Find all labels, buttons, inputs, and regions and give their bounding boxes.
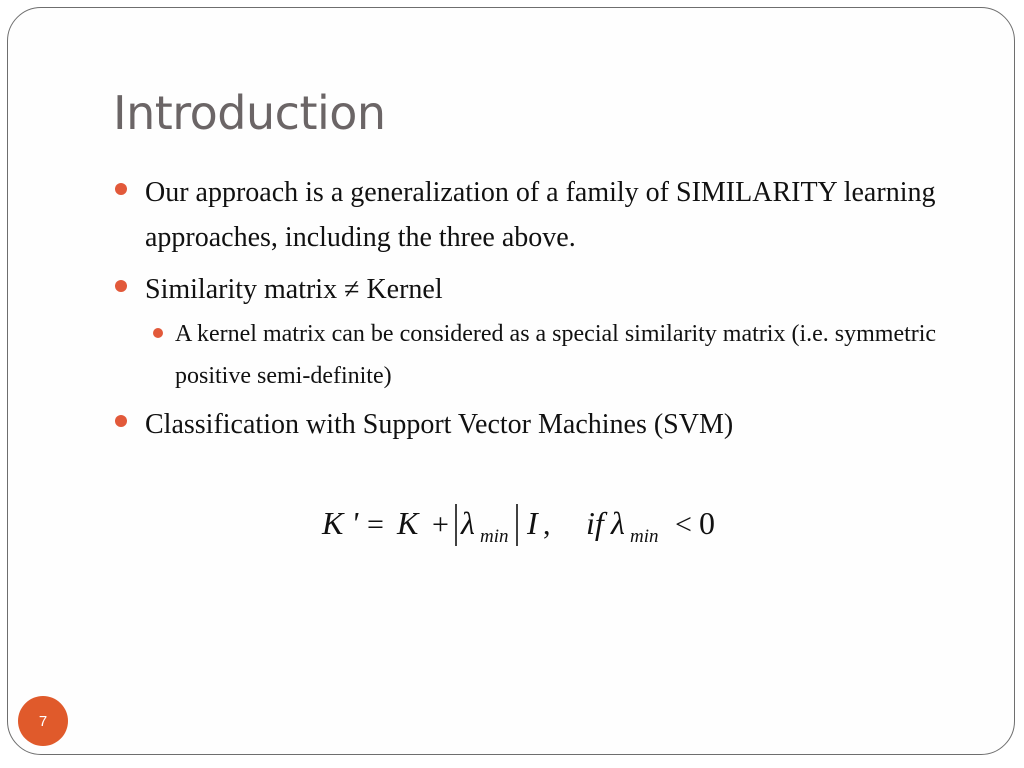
bullet-item xyxy=(113,402,973,447)
formula-identity: I xyxy=(527,505,538,541)
formula-equals: = xyxy=(367,508,384,541)
formula-sub-min-2: min xyxy=(630,526,659,547)
bullet-text: Our approach is a generalization of a family of SIMILARITY learning approaches, including the three above. xyxy=(145,177,936,253)
bullet-item xyxy=(113,267,973,312)
formula-if: if xyxy=(586,505,604,541)
sub-bullet-item xyxy=(113,313,973,397)
formula xyxy=(0,498,1024,558)
page-number: 7 xyxy=(38,712,48,730)
bullet-dot-icon xyxy=(115,183,127,195)
sub-bullet-dot-icon xyxy=(153,328,163,338)
formula-plus: + xyxy=(432,508,449,541)
formula-comma: , xyxy=(543,508,551,541)
bullet-text: Similarity matrix ≠ Kernel xyxy=(145,274,443,305)
bullet-dot-icon xyxy=(115,415,127,427)
formula-zero: 0 xyxy=(699,505,715,541)
bullet-dot-icon xyxy=(115,280,127,292)
formula-lambda-2: λ xyxy=(611,505,625,541)
bullet-list xyxy=(113,170,973,454)
formula-sub-min: min xyxy=(480,526,509,547)
bullet-text: Classification with Support Vector Machines (SVM) xyxy=(145,409,734,440)
bullet-item xyxy=(113,170,973,260)
sub-bullet-text: A kernel matrix can be considered as a special similarity matrix (i.e. symmetric positive semi-definite) xyxy=(175,321,937,389)
slide-title: Introduction xyxy=(113,86,386,140)
page-number-badge xyxy=(18,696,68,746)
formula-lambda: λ xyxy=(461,505,475,541)
formula-k: K xyxy=(397,505,419,541)
formula-less-than: < xyxy=(675,508,692,541)
formula-k-prime: K ' xyxy=(322,505,359,541)
